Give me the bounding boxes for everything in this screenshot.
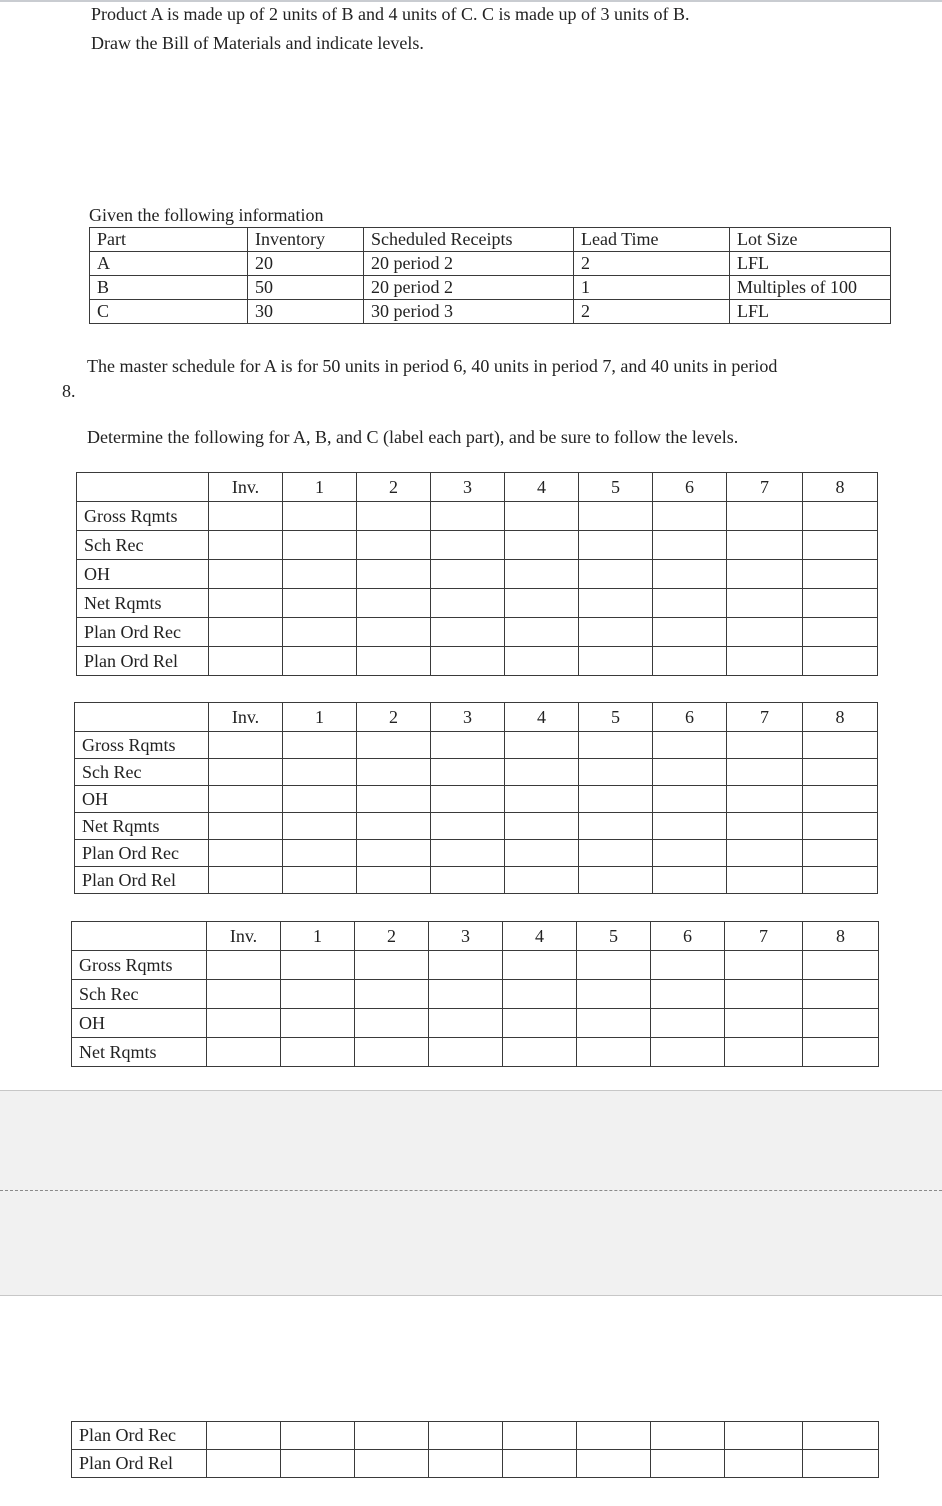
input-cell[interactable] bbox=[283, 732, 357, 759]
input-cell[interactable] bbox=[653, 502, 727, 531]
mrp-table-3-continued bbox=[71, 1421, 879, 1478]
input-cell[interactable] bbox=[505, 589, 579, 618]
input-cell[interactable] bbox=[725, 1450, 803, 1478]
input-cell[interactable] bbox=[651, 980, 725, 1009]
mrp-header-row bbox=[75, 703, 878, 732]
info-row-a bbox=[90, 252, 891, 276]
input-cell[interactable] bbox=[803, 980, 879, 1009]
input-cell[interactable] bbox=[725, 1422, 803, 1450]
input-cell[interactable] bbox=[653, 759, 727, 786]
input-cell[interactable] bbox=[357, 813, 431, 840]
input-cell[interactable] bbox=[505, 813, 579, 840]
info-cell: 20 period 2 bbox=[364, 276, 574, 300]
mrp-row bbox=[72, 980, 879, 1009]
input-cell[interactable] bbox=[803, 647, 878, 676]
input-cell[interactable] bbox=[653, 618, 727, 647]
input-cell[interactable] bbox=[505, 647, 579, 676]
input-cell[interactable] bbox=[207, 1422, 281, 1450]
period-header: 1 bbox=[281, 922, 355, 951]
input-cell[interactable] bbox=[431, 840, 505, 867]
input-cell[interactable] bbox=[803, 1422, 879, 1450]
input-cell[interactable] bbox=[355, 951, 429, 980]
input-cell[interactable] bbox=[653, 786, 727, 813]
input-cell[interactable] bbox=[651, 1038, 725, 1067]
input-cell[interactable] bbox=[207, 1450, 281, 1478]
input-cell[interactable] bbox=[803, 867, 878, 894]
input-cell[interactable] bbox=[579, 560, 653, 589]
input-cell[interactable] bbox=[803, 786, 878, 813]
input-cell[interactable] bbox=[803, 813, 878, 840]
page-break-area bbox=[0, 1090, 942, 1296]
row-label-sch-rec: Sch Rec bbox=[72, 980, 207, 1009]
period-header: 2 bbox=[355, 922, 429, 951]
inv-header: Inv. bbox=[209, 703, 283, 732]
input-cell[interactable] bbox=[209, 647, 283, 676]
mrp-row bbox=[77, 618, 878, 647]
row-label-plan-ord-rel: Plan Ord Rel bbox=[75, 867, 209, 894]
info-row-b bbox=[90, 276, 891, 300]
input-cell[interactable] bbox=[577, 1038, 651, 1067]
input-cell[interactable] bbox=[505, 840, 579, 867]
input-cell[interactable] bbox=[727, 759, 803, 786]
input-cell[interactable] bbox=[651, 1009, 725, 1038]
input-cell[interactable] bbox=[653, 840, 727, 867]
input-cell[interactable] bbox=[579, 502, 653, 531]
period-header: 3 bbox=[429, 922, 503, 951]
input-cell[interactable] bbox=[503, 1038, 577, 1067]
page-break-dashed-line bbox=[0, 1190, 942, 1191]
input-cell[interactable] bbox=[725, 951, 803, 980]
input-cell[interactable] bbox=[207, 980, 281, 1009]
mrp-row bbox=[75, 813, 878, 840]
input-cell[interactable] bbox=[503, 951, 577, 980]
input-cell[interactable] bbox=[281, 1450, 355, 1478]
input-cell[interactable] bbox=[505, 786, 579, 813]
input-cell[interactable] bbox=[727, 786, 803, 813]
input-cell[interactable] bbox=[431, 618, 505, 647]
info-header-lot-size: Lot Size bbox=[730, 228, 891, 252]
input-cell[interactable] bbox=[727, 502, 803, 531]
input-cell[interactable] bbox=[727, 560, 803, 589]
input-cell[interactable] bbox=[505, 867, 579, 894]
input-cell[interactable] bbox=[579, 759, 653, 786]
period-header: 4 bbox=[505, 703, 579, 732]
row-label-plan-ord-rel: Plan Ord Rel bbox=[77, 647, 209, 676]
mrp-row bbox=[77, 531, 878, 560]
info-cell: C bbox=[90, 300, 248, 324]
info-row-c bbox=[90, 300, 891, 324]
mrp-row bbox=[77, 502, 878, 531]
input-cell[interactable] bbox=[577, 980, 651, 1009]
master-schedule-number: 8. bbox=[62, 381, 76, 401]
input-cell[interactable] bbox=[803, 531, 878, 560]
input-cell[interactable] bbox=[281, 1422, 355, 1450]
input-cell[interactable] bbox=[431, 560, 505, 589]
row-label-oh: OH bbox=[72, 1009, 207, 1038]
input-cell[interactable] bbox=[357, 840, 431, 867]
mrp-row bbox=[72, 951, 879, 980]
info-cell: 30 period 3 bbox=[364, 300, 574, 324]
inv-header: Inv. bbox=[207, 922, 281, 951]
input-cell[interactable] bbox=[579, 618, 653, 647]
input-cell[interactable] bbox=[283, 647, 357, 676]
input-cell[interactable] bbox=[431, 759, 505, 786]
input-cell[interactable] bbox=[725, 1038, 803, 1067]
input-cell[interactable] bbox=[579, 813, 653, 840]
input-cell[interactable] bbox=[803, 1009, 879, 1038]
input-cell[interactable] bbox=[283, 502, 357, 531]
input-cell[interactable] bbox=[431, 531, 505, 560]
input-cell[interactable] bbox=[357, 618, 431, 647]
input-cell[interactable] bbox=[651, 951, 725, 980]
info-header-part: Part bbox=[90, 228, 248, 252]
period-header: 8 bbox=[803, 473, 878, 502]
info-cell: 20 period 2 bbox=[364, 252, 574, 276]
period-header: 8 bbox=[803, 922, 879, 951]
input-cell[interactable] bbox=[283, 560, 357, 589]
input-cell[interactable] bbox=[803, 1450, 879, 1478]
row-label-plan-ord-rel: Plan Ord Rel bbox=[72, 1450, 207, 1478]
input-cell[interactable] bbox=[727, 732, 803, 759]
master-schedule-text: The master schedule for A is for 50 units in period 6, 40 units in period 7, and 40 units in period bbox=[87, 356, 778, 376]
input-cell[interactable] bbox=[725, 980, 803, 1009]
input-cell[interactable] bbox=[651, 1422, 725, 1450]
period-header: 4 bbox=[505, 473, 579, 502]
mrp-row bbox=[75, 786, 878, 813]
input-cell[interactable] bbox=[651, 1450, 725, 1478]
period-header: 5 bbox=[577, 922, 651, 951]
period-header: 2 bbox=[357, 473, 431, 502]
input-cell[interactable] bbox=[803, 502, 878, 531]
input-cell[interactable] bbox=[503, 1422, 577, 1450]
input-cell[interactable] bbox=[727, 647, 803, 676]
input-cell[interactable] bbox=[579, 589, 653, 618]
info-cell: 50 bbox=[248, 276, 364, 300]
input-cell[interactable] bbox=[357, 531, 431, 560]
input-cell[interactable] bbox=[283, 618, 357, 647]
input-cell[interactable] bbox=[727, 813, 803, 840]
row-label-gross-rqmts: Gross Rqmts bbox=[75, 732, 209, 759]
input-cell[interactable] bbox=[357, 867, 431, 894]
period-header: 5 bbox=[579, 473, 653, 502]
input-cell[interactable] bbox=[355, 1009, 429, 1038]
info-header-lead-time: Lead Time bbox=[574, 228, 730, 252]
row-label-net-rqmts: Net Rqmts bbox=[77, 589, 209, 618]
input-cell[interactable] bbox=[727, 840, 803, 867]
row-label-sch-rec: Sch Rec bbox=[77, 531, 209, 560]
input-cell[interactable] bbox=[429, 1009, 503, 1038]
input-cell[interactable] bbox=[207, 951, 281, 980]
input-cell[interactable] bbox=[505, 618, 579, 647]
input-cell[interactable] bbox=[283, 840, 357, 867]
info-cell: B bbox=[90, 276, 248, 300]
input-cell[interactable] bbox=[209, 618, 283, 647]
info-cell: 2 bbox=[574, 300, 730, 324]
input-cell[interactable] bbox=[355, 1422, 429, 1450]
period-header: 5 bbox=[579, 703, 653, 732]
input-cell[interactable] bbox=[503, 1450, 577, 1478]
input-cell[interactable] bbox=[357, 502, 431, 531]
input-cell[interactable] bbox=[505, 560, 579, 589]
input-cell[interactable] bbox=[357, 560, 431, 589]
mrp-header-row bbox=[72, 922, 879, 951]
row-label-net-rqmts: Net Rqmts bbox=[72, 1038, 207, 1067]
input-cell[interactable] bbox=[209, 560, 283, 589]
input-cell[interactable] bbox=[283, 813, 357, 840]
info-cell: 30 bbox=[248, 300, 364, 324]
row-label-gross-rqmts: Gross Rqmts bbox=[72, 951, 207, 980]
input-cell[interactable] bbox=[579, 732, 653, 759]
input-cell[interactable] bbox=[653, 531, 727, 560]
period-header: 8 bbox=[803, 703, 878, 732]
input-cell[interactable] bbox=[209, 589, 283, 618]
info-table bbox=[89, 227, 891, 324]
mrp-row bbox=[72, 1009, 879, 1038]
row-label-gross-rqmts: Gross Rqmts bbox=[77, 502, 209, 531]
intro-line-2: Draw the Bill of Materials and indicate levels. bbox=[91, 33, 424, 53]
input-cell[interactable] bbox=[727, 531, 803, 560]
input-cell[interactable] bbox=[431, 502, 505, 531]
info-header-scheduled-receipts: Scheduled Receipts bbox=[364, 228, 574, 252]
mrp-row bbox=[72, 1450, 879, 1478]
input-cell[interactable] bbox=[431, 813, 505, 840]
input-cell[interactable] bbox=[429, 1450, 503, 1478]
input-cell[interactable] bbox=[653, 589, 727, 618]
input-cell[interactable] bbox=[577, 951, 651, 980]
input-cell[interactable] bbox=[429, 951, 503, 980]
input-cell[interactable] bbox=[429, 1038, 503, 1067]
input-cell[interactable] bbox=[281, 951, 355, 980]
mrp-row bbox=[77, 589, 878, 618]
input-cell[interactable] bbox=[803, 759, 878, 786]
period-header: 7 bbox=[727, 703, 803, 732]
input-cell[interactable] bbox=[281, 980, 355, 1009]
input-cell[interactable] bbox=[579, 647, 653, 676]
input-cell[interactable] bbox=[577, 1422, 651, 1450]
input-cell[interactable] bbox=[355, 980, 429, 1009]
input-cell[interactable] bbox=[281, 1009, 355, 1038]
blank-cell bbox=[72, 922, 207, 951]
mrp-row bbox=[75, 867, 878, 894]
input-cell[interactable] bbox=[357, 589, 431, 618]
mrp-row bbox=[75, 732, 878, 759]
input-cell[interactable] bbox=[579, 867, 653, 894]
info-cell: Multiples of 100 bbox=[730, 276, 891, 300]
input-cell[interactable] bbox=[431, 867, 505, 894]
mrp-table-1 bbox=[76, 472, 878, 676]
input-cell[interactable] bbox=[431, 732, 505, 759]
input-cell[interactable] bbox=[653, 867, 727, 894]
input-cell[interactable] bbox=[503, 1009, 577, 1038]
blank-cell bbox=[75, 703, 209, 732]
info-cell: 2 bbox=[574, 252, 730, 276]
input-cell[interactable] bbox=[283, 759, 357, 786]
period-header: 4 bbox=[503, 922, 577, 951]
info-cell: A bbox=[90, 252, 248, 276]
input-cell[interactable] bbox=[503, 980, 577, 1009]
instruction-text: Determine the following for A, B, and C (label each part), and be sure to follow the levels. bbox=[87, 427, 739, 447]
period-header: 1 bbox=[283, 703, 357, 732]
input-cell[interactable] bbox=[283, 531, 357, 560]
input-cell[interactable] bbox=[727, 618, 803, 647]
mrp-header-row bbox=[77, 473, 878, 502]
mrp-table-3 bbox=[71, 921, 879, 1067]
input-cell[interactable] bbox=[429, 980, 503, 1009]
input-cell[interactable] bbox=[803, 1038, 879, 1067]
input-cell[interactable] bbox=[209, 813, 283, 840]
input-cell[interactable] bbox=[209, 732, 283, 759]
input-cell[interactable] bbox=[357, 732, 431, 759]
period-header: 6 bbox=[653, 703, 727, 732]
input-cell[interactable] bbox=[209, 759, 283, 786]
input-cell[interactable] bbox=[803, 589, 878, 618]
period-header: 1 bbox=[283, 473, 357, 502]
period-header: 6 bbox=[651, 922, 725, 951]
input-cell[interactable] bbox=[357, 786, 431, 813]
info-header-row bbox=[90, 228, 891, 252]
input-cell[interactable] bbox=[207, 1038, 281, 1067]
input-cell[interactable] bbox=[579, 786, 653, 813]
input-cell[interactable] bbox=[209, 531, 283, 560]
period-header: 6 bbox=[653, 473, 727, 502]
top-border bbox=[0, 0, 942, 2]
blank-cell bbox=[77, 473, 209, 502]
input-cell[interactable] bbox=[579, 840, 653, 867]
period-header: 7 bbox=[727, 473, 803, 502]
input-cell[interactable] bbox=[577, 1009, 651, 1038]
input-cell[interactable] bbox=[283, 867, 357, 894]
input-cell[interactable] bbox=[803, 732, 878, 759]
input-cell[interactable] bbox=[577, 1450, 651, 1478]
info-cell: 1 bbox=[574, 276, 730, 300]
mrp-row bbox=[72, 1038, 879, 1067]
input-cell[interactable] bbox=[505, 732, 579, 759]
info-header-inventory: Inventory bbox=[248, 228, 364, 252]
input-cell[interactable] bbox=[209, 867, 283, 894]
mrp-row bbox=[77, 647, 878, 676]
mrp-row bbox=[75, 840, 878, 867]
mrp-row bbox=[72, 1422, 879, 1450]
input-cell[interactable] bbox=[429, 1422, 503, 1450]
period-header: 7 bbox=[725, 922, 803, 951]
input-cell[interactable] bbox=[803, 840, 878, 867]
input-cell[interactable] bbox=[653, 647, 727, 676]
period-header: 2 bbox=[357, 703, 431, 732]
row-label-plan-ord-rec: Plan Ord Rec bbox=[77, 618, 209, 647]
input-cell[interactable] bbox=[727, 589, 803, 618]
input-cell[interactable] bbox=[431, 647, 505, 676]
row-label-net-rqmts: Net Rqmts bbox=[75, 813, 209, 840]
row-label-plan-ord-rec: Plan Ord Rec bbox=[75, 840, 209, 867]
input-cell[interactable] bbox=[727, 867, 803, 894]
row-label-sch-rec: Sch Rec bbox=[75, 759, 209, 786]
input-cell[interactable] bbox=[505, 759, 579, 786]
input-cell[interactable] bbox=[803, 951, 879, 980]
input-cell[interactable] bbox=[653, 813, 727, 840]
mrp-row bbox=[75, 759, 878, 786]
input-cell[interactable] bbox=[803, 560, 878, 589]
input-cell[interactable] bbox=[209, 840, 283, 867]
row-label-plan-ord-rec: Plan Ord Rec bbox=[72, 1422, 207, 1450]
inv-header: Inv. bbox=[209, 473, 283, 502]
input-cell[interactable] bbox=[283, 589, 357, 618]
mrp-row bbox=[77, 560, 878, 589]
input-cell[interactable] bbox=[209, 786, 283, 813]
input-cell[interactable] bbox=[653, 560, 727, 589]
input-cell[interactable] bbox=[653, 732, 727, 759]
row-label-oh: OH bbox=[77, 560, 209, 589]
info-heading: Given the following information bbox=[89, 205, 324, 225]
info-cell: LFL bbox=[730, 300, 891, 324]
mrp-table-2 bbox=[74, 702, 878, 894]
input-cell[interactable] bbox=[357, 647, 431, 676]
info-cell: 20 bbox=[248, 252, 364, 276]
input-cell[interactable] bbox=[505, 531, 579, 560]
input-cell[interactable] bbox=[355, 1450, 429, 1478]
input-cell[interactable] bbox=[725, 1009, 803, 1038]
input-cell[interactable] bbox=[209, 502, 283, 531]
input-cell[interactable] bbox=[355, 1038, 429, 1067]
input-cell[interactable] bbox=[207, 1009, 281, 1038]
input-cell[interactable] bbox=[505, 502, 579, 531]
period-header: 3 bbox=[431, 473, 505, 502]
input-cell[interactable] bbox=[281, 1038, 355, 1067]
input-cell[interactable] bbox=[283, 786, 357, 813]
input-cell[interactable] bbox=[357, 759, 431, 786]
input-cell[interactable] bbox=[579, 531, 653, 560]
period-header: 3 bbox=[431, 703, 505, 732]
input-cell[interactable] bbox=[431, 589, 505, 618]
input-cell[interactable] bbox=[431, 786, 505, 813]
input-cell[interactable] bbox=[803, 618, 878, 647]
info-cell: LFL bbox=[730, 252, 891, 276]
intro-line-1: Product A is made up of 2 units of B and 4 units of C. C is made up of 3 units of B. bbox=[91, 4, 690, 24]
row-label-oh: OH bbox=[75, 786, 209, 813]
